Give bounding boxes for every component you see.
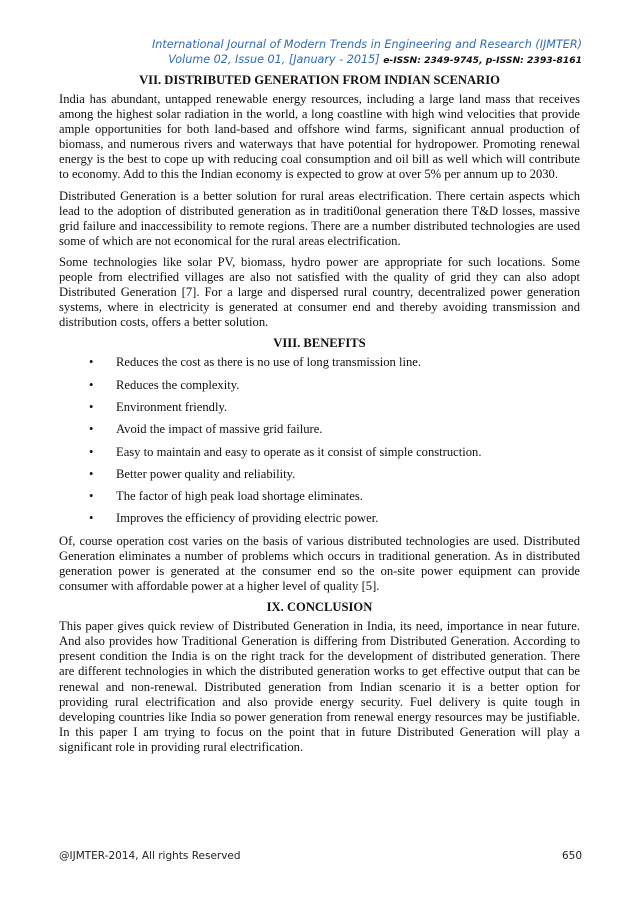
section-8-heading: VIII. BENEFITS [273,336,366,351]
benefit-item: • Environment friendly. [89,400,228,414]
page-footer [59,850,582,862]
section-7-heading: VII. DISTRIBUTED GENERATION FROM INDIAN SCENARIO [139,73,500,87]
benefits-list [59,355,580,526]
section-7-paragraph-1: India has abundant, untapped renewable energy resources, including a large land mass that receives among the highest solar radiation in the world, a long coastline with high wind velocities that provide ample opportunities for both land-based and offshore wind farms, significant annual production of biomass, and numerous rivers and waterways that have potential for hydropower. Promoting renewal energy is the best to cope up with reducing coal consumption and oil bill as well which will contribute to economy. Add to this the Indian economy is expected to grow at over 5% per annum up to 2030. [59,92,580,182]
copyright-notice: @IJMTER-2014, All rights Reserved [59,850,241,862]
benefit-item: • Improves the efficiency of providing electric power. [89,511,379,526]
section-7-paragraph-3: Some technologies like solar PV, biomass, hydro power are appropriate for such locations. Some people from electrified villages are also not satisfied with the quality of grid they can also adopt Distributed Generation [7]. For a large and dispersed rural country, decentralized power generation systems, where in electricity is generated at consumer end and thereby avoiding transmission and distribution costs, offers a better solution. [59,254,580,330]
benefit-item: • Avoid the impact of massive grid failure. [89,422,323,437]
section-9-paragraph: This paper gives quick review of Distributed Generation in India, its need, importance in near future. And also provides how Traditional Generation is differing from Distributed Generation. According to present condition the India is on the right track for the development of distributed generation. There are different technologies in which the distributed generation works to get effective output that can be renewal and non-renewal. Distributed generation from Indian scenario it is a better option for providing rural electrification and also provide energy security. Fuel delivery is quite tough in developing countries like India so power generation from renewal energy resources may be justifiable. In this paper I am trying to focus on the point that in future Distributed Generation will play a significant role in providing rural electrification. [59,619,580,754]
bullet-icon: • [89,489,94,504]
bullet-icon: • [89,400,94,414]
journal-issn: e-ISSN: 2349-9745, p-ISSN: 2393-8161 [383,55,582,66]
section-7-paragraph-2: Distributed Generation is a better solution for rural areas electrification. There certain aspects which lead to the adoption of distributed generation as in traditi0onal generation there T&D losses, massive grid failure and inaccessibility to remote regions. There are a number distributed technologies are used some of which are not economical for the rural areas electrification. [59,188,580,248]
bullet-icon: • [89,511,94,526]
bullet-icon: • [89,355,94,370]
bullet-icon: • [89,377,94,392]
bullet-icon: • [89,444,94,459]
bullet-icon: • [89,466,94,481]
benefit-item: • Reduces the cost as there is no use of long transmission line. [89,355,421,370]
section-9-heading: IX. CONCLUSION [266,600,373,615]
section-8-paragraph: Of, course operation cost varies on the basis of various distributed technologies are used. Distributed Generation eliminates a number of problems which occurs in traditional generation. As in distributed generation power is generated at the consumer end so the on-site power equipment can provide consumer with affordable power at a higher level of quality [5]. [59,533,580,594]
bullet-icon: • [89,422,94,437]
article-body [59,73,580,761]
journal-volume: Volume 02, Issue 01, [January - 2015] [168,53,380,66]
journal-header [22,37,582,68]
benefit-item: • Easy to maintain and easy to operate as it consist of simple construction. [89,444,482,459]
journal-title: International Journal of Modern Trends in Engineering and Research (IJMTER) [151,38,582,51]
benefit-item: • Better power quality and reliability. [89,466,296,481]
benefit-item: • The factor of high peak load shortage eliminates. [89,489,363,504]
page-number: 650 [561,850,582,862]
benefit-item: • Reduces the complexity. [89,377,240,392]
journal-issue-line [22,52,582,68]
